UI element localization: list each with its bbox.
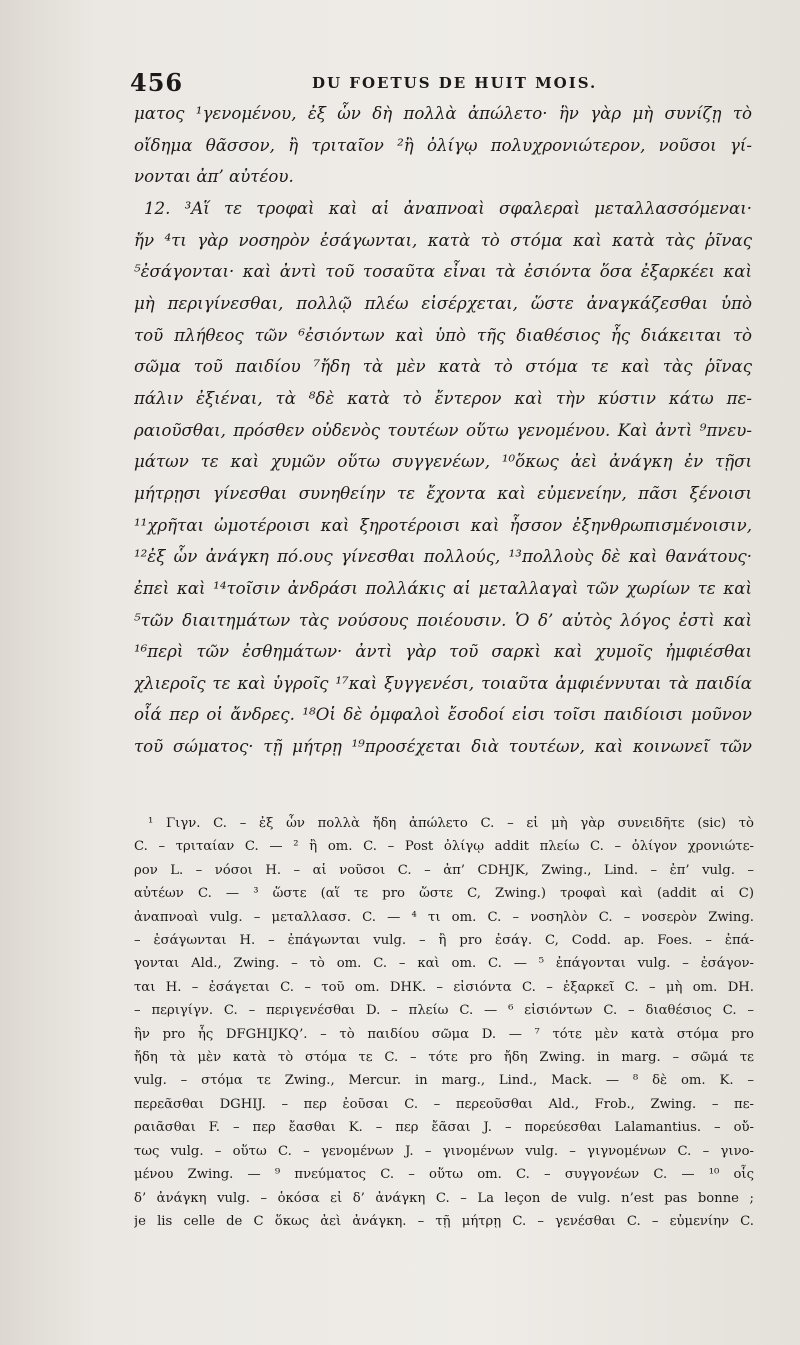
footnote-line: μένου Zwing. — ⁹ πνεύματος C. – οὕτω om. C. – συγγονέων C. — ¹⁰ οἷς xyxy=(134,1167,754,1183)
footnote-line: – ἐσάγωνται H. – ἐπάγωνται vulg. – ἢ pro ἐσάγ. C, Codd. ap. Foes. – ἐπά- xyxy=(134,933,754,949)
text-line: μὴ περιγίνεσθαι, πολλῷ πλέω εἰσέρχεται, ὥστε ἀναγκάζεσθαι ὑπὸ xyxy=(134,293,752,313)
text-line: ⁵ἐσάγονται· καὶ ἀντὶ τοῦ τοσαῦτα εἶναι τὰ ἐσιόντα ὅσα ἐξαρκέει καὶ xyxy=(134,262,752,282)
text-line: ἤν ⁴τι γὰρ νοσηρὸν ἐσάγωνται, κατὰ τὸ στόμα καὶ κατὰ τὰς ῥῖνας xyxy=(134,230,752,250)
text-line: τοῦ πλήθεος τῶν ⁶ἐσιόντων καὶ ὑπὸ τῆς διαθέσιος ἧς διάκειται τὸ xyxy=(134,325,752,345)
text-line: ¹¹χρῆται ὠμοτέροισι καὶ ξηροτέροισι καὶ ἧσσον ἐξηνθρωπισμένοισιν, xyxy=(134,515,752,535)
footnote-line: je lis celle de C ὅκως ἀεὶ ἀνάγκη. – τῇ μήτρῃ C. – γενέσθαι C. – εὐμενίην C. xyxy=(134,1213,754,1229)
footnotes xyxy=(134,812,754,1233)
footnote-line: ται H. – ἐσάγεται C. – τοῦ om. DHK. – εἰσιόντα C. – ἐξαρκεῖ C. – μὴ om. DH. xyxy=(134,979,754,995)
footnote-line: περεᾶσθαι DGHIJ. – περ ἐοῦσαι C. – περεοῦσθαι Ald., Frob., Zwing. – πε- xyxy=(134,1096,754,1112)
running-head: DU FOETUS DE HUIT MOIS. xyxy=(312,74,598,92)
footnote-line: C. – τριταίαν C. — ² ἢ om. C. – Post ὀλίγῳ addit πλείω C. – ὀλίγον χρονιώτε- xyxy=(134,839,754,855)
footnote-line: γονται Ald., Zwing. – τὸ om. C. – καὶ om. C. — ⁵ ἐπάγονται vulg. – ἐσάγον- xyxy=(134,956,754,972)
section-12-start: 12. ³Αἵ τε τροφαὶ καὶ αἱ ἀναπνοαὶ σφαλεραὶ μεταλλασσόμεναι· xyxy=(144,198,752,218)
footnote-line: ἣν pro ἧς DFGHIJKQ’. – τὸ παιδίου σῶμα D. — ⁷ τότε μὲν κατὰ στόμα pro xyxy=(134,1026,754,1042)
footnote-line: δ’ ἀνάγκη vulg. – ὁκόσα εἰ δ’ ἀνάγκη C. – La leçon de vulg. n’est pas bonne ; xyxy=(134,1190,754,1206)
footnote-line: ¹ Γιγν. C. – ἐξ ὧν πολλὰ ἤδη ἀπώλετο C. – εἰ μὴ γὰρ συνειδῆτε (sic) τὸ xyxy=(148,816,754,831)
text-line: ¹²ἐξ ὧν ἀνάγκη πό.ους γίνεσθαι πολλούς, ¹³πολλοὺς δὲ καὶ θανάτους· xyxy=(134,547,752,567)
footnote-line: ἀναπνοαὶ vulg. – μεταλλασσ. C. — ⁴ τι om. C. – νοσηλὸν C. – νοσερὸν Zwing. xyxy=(134,909,754,925)
footnote-line: ρον L. – νόσοι H. – αἱ νοῦσοι C. – ἀπ’ CDHJK, Zwing., Lind. – ἐπ’ vulg. – xyxy=(134,862,754,878)
text-line: ραιοῦσθαι, πρόσθεν οὐδενὸς τουτέων οὕτω γενομένου. Καὶ ἀντὶ ⁹πνευ- xyxy=(134,420,752,440)
footnote-line: vulg. – στόμα τε Zwing., Mercur. in marg., Lind., Mack. — ⁸ δὲ om. K. – xyxy=(134,1073,754,1089)
footnote-line: ἤδη τὰ μὲν κατὰ τὸ στόμα τε C. – τότε pro ἤδη Zwing. in marg. – σῶμά τε xyxy=(134,1050,754,1066)
text-line: ⁵τῶν διαιτημάτων τὰς νούσους ποιέουσιν. Ὁ δ’ αὐτὸς λόγος ἐστὶ καὶ xyxy=(134,610,752,630)
text-line: οἷά περ οἱ ἄνδρες. ¹⁸Οἱ δὲ ὀμφαλοὶ ἔσοδοί εἰσι τοῖσι παιδίοισι μοῦνον xyxy=(134,705,752,725)
text-line: μάτων τε καὶ χυμῶν οὕτω συγγενέων, ¹⁰ὅκως ἀεὶ ἀνάγκη ἐν τῇσι xyxy=(134,452,752,472)
footnote-line: – περιγίγν. C. – περιγενέσθαι D. – πλείω C. — ⁶ εἰσιόντων C. – διαθέσιος C. – xyxy=(134,1003,754,1019)
page-number: 456 xyxy=(130,68,184,97)
text-line: μήτρῃσι γίνεσθαι συνηθείην τε ἔχοντα καὶ εὐμενείην, πᾶσι ξένοισι xyxy=(134,483,752,503)
text-line: ματος ¹γενομένου, ἐξ ὧν δὴ πολλὰ ἀπώλετο· ἣν γὰρ μὴ συνίζῃ τὸ xyxy=(134,104,752,123)
text-line: ἐπεὶ καὶ ¹⁴τοῖσιν ἀνδράσι πολλάκις αἱ μεταλλαγαὶ τῶν χωρίων τε καὶ xyxy=(134,578,752,598)
main-greek-text xyxy=(134,98,752,763)
footnote-line: ραιᾶσθαι F. – περ ἔασθαι K. – περ ἔᾶσαι J. – πορεύεσθαι Lalamantius. – οὔ- xyxy=(134,1120,754,1136)
text-line: χλιεροῖς τε καὶ ὑγροῖς ¹⁷καὶ ξυγγενέσι, τοιαῦτα ἀμφιέννυται τὰ παιδία xyxy=(134,673,752,693)
footnote-line: τως vulg. – οὕτω C. – γενομένων J. – γινομένων vulg. – γιγνομένων C. – γινο- xyxy=(134,1143,754,1159)
text-line: σῶμα τοῦ παιδίου ⁷ἤδη τὰ μὲν κατὰ τὸ στόμα τε καὶ τὰς ῥῖνας xyxy=(134,357,752,377)
text-line: πάλιν ἐξιέναι, τὰ ⁸δὲ κατὰ τὸ ἔντερον καὶ τὴν κύστιν κάτω πε- xyxy=(134,388,752,408)
text-line: νονται ἀπ’ αὐτέου. xyxy=(134,167,294,187)
text-line: οἴδημα θᾶσσον, ἢ τριταῖον ²ἢ ὀλίγῳ πολυχρονιώτερον, νοῦσοι γί- xyxy=(134,135,752,155)
text-line: ¹⁶περὶ τῶν ἐσθημάτων· ἀντὶ γὰρ τοῦ σαρκὶ καὶ χυμοῖς ἠμφιέσθαι xyxy=(134,642,752,662)
footnote-line: αὐτέων C. — ³ ὥστε (αἵ τε pro ὥστε C, Zwing.) τροφαὶ καὶ (addit αἱ C) xyxy=(134,886,754,902)
page-header xyxy=(130,68,750,98)
text-line: τοῦ σώματος· τῇ μήτρῃ ¹⁹προσέχεται διὰ τουτέων, καὶ κοινωνεῖ τῶν xyxy=(134,737,752,757)
